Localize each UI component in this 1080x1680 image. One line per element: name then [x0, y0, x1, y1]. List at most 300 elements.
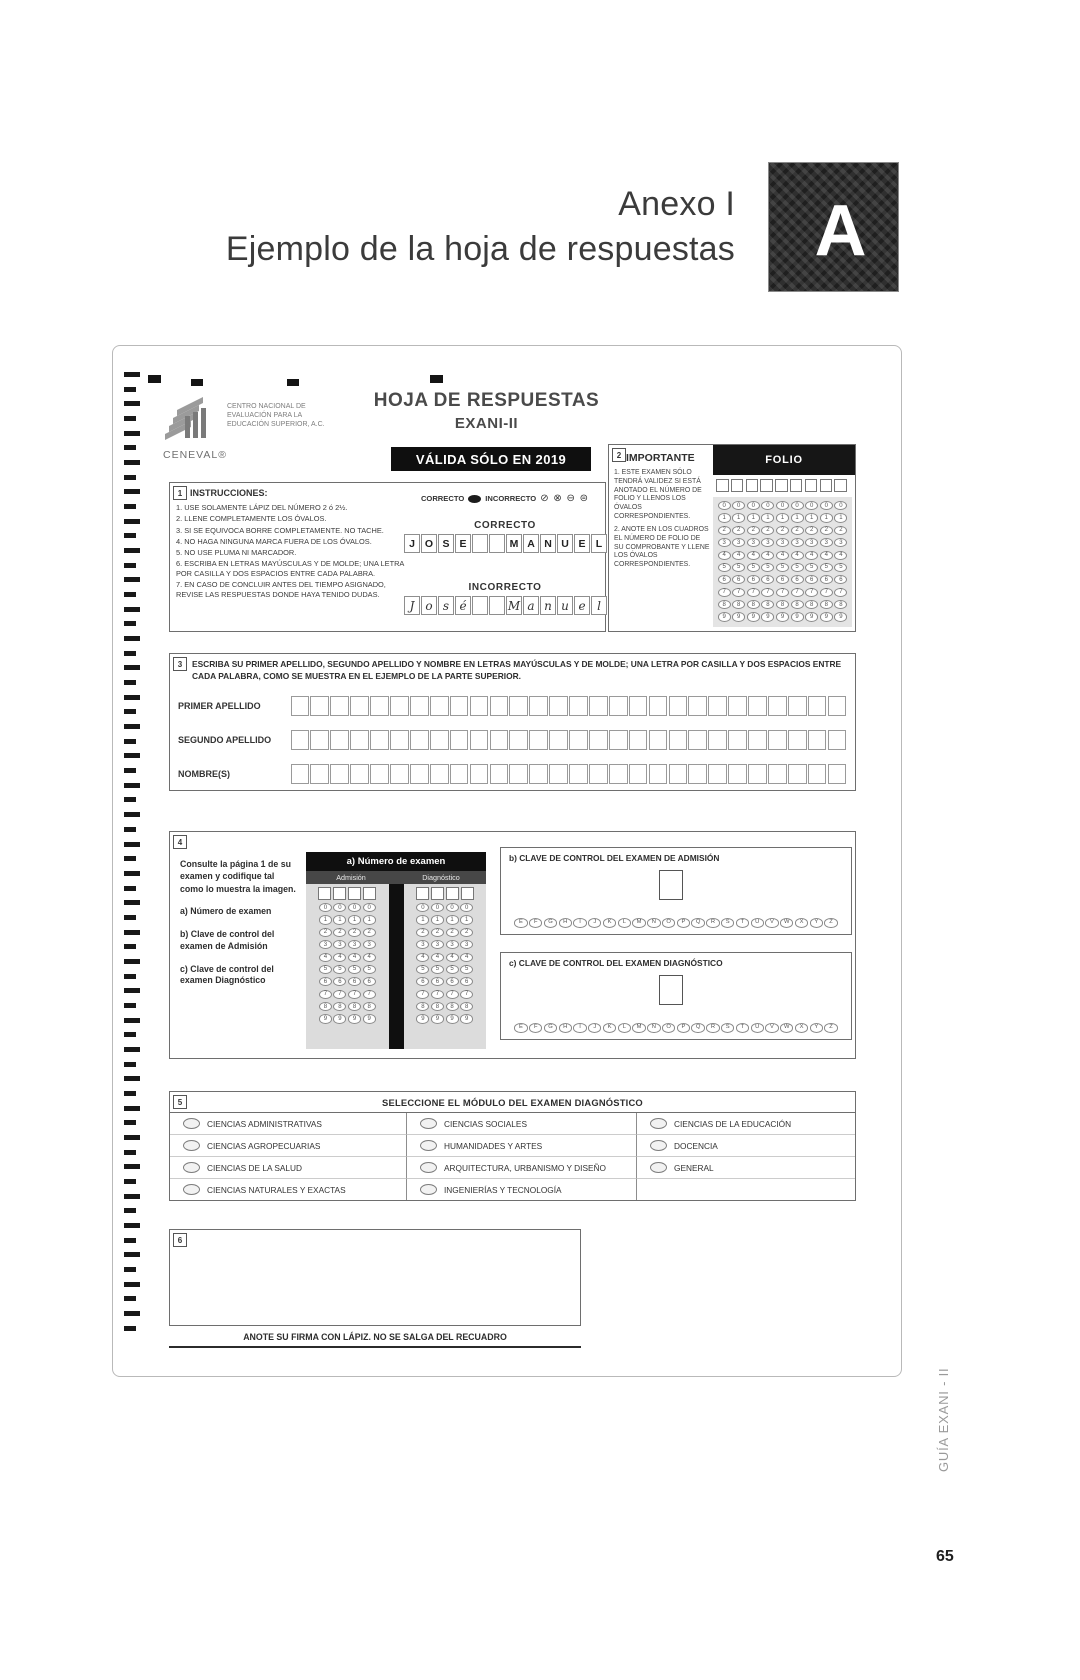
- module-option-cell[interactable]: [170, 1157, 407, 1179]
- digit-bubble[interactable]: 6: [460, 977, 473, 986]
- module-option-cell[interactable]: [637, 1113, 855, 1135]
- letter-bubble[interactable]: I: [573, 1023, 586, 1033]
- digit-bubble[interactable]: 8: [761, 600, 774, 609]
- digit-bubble[interactable]: 7: [805, 588, 818, 597]
- digit-bubble[interactable]: 0: [805, 501, 818, 510]
- digit-bubble[interactable]: 5: [319, 965, 332, 974]
- digit-bubble[interactable]: 4: [776, 551, 789, 560]
- name-letter-cell[interactable]: [330, 764, 349, 784]
- letter-bubble[interactable]: O: [662, 918, 675, 928]
- module-checkbox-oval[interactable]: [650, 1118, 667, 1129]
- name-letter-cell[interactable]: [768, 764, 787, 784]
- digit-bubble[interactable]: 6: [834, 575, 847, 584]
- digit-bubble[interactable]: 6: [776, 575, 789, 584]
- name-letter-cell[interactable]: [589, 730, 608, 750]
- digit-bubble[interactable]: 3: [805, 538, 818, 547]
- digit-bubble[interactable]: 3: [791, 538, 804, 547]
- digit-bubble[interactable]: 6: [431, 977, 444, 986]
- digit-bubble[interactable]: 6: [718, 575, 731, 584]
- name-letter-cell[interactable]: [629, 730, 648, 750]
- module-checkbox-oval[interactable]: [183, 1184, 200, 1195]
- name-letter-cell[interactable]: [569, 730, 588, 750]
- digit-bubble[interactable]: 9: [319, 1014, 332, 1023]
- digit-bubble[interactable]: 3: [820, 538, 833, 547]
- name-letter-cell[interactable]: [808, 764, 827, 784]
- digit-bubble[interactable]: 9: [333, 1014, 346, 1023]
- name-letter-cell[interactable]: [728, 696, 747, 716]
- letter-bubble[interactable]: R: [706, 918, 719, 928]
- digit-bubble[interactable]: 2: [348, 928, 361, 937]
- digit-bubble[interactable]: 7: [348, 990, 361, 999]
- digit-bubble[interactable]: 4: [446, 953, 459, 962]
- letter-bubble[interactable]: P: [677, 918, 690, 928]
- exam-number-write-box[interactable]: [333, 887, 346, 900]
- letter-bubble[interactable]: T: [736, 918, 749, 928]
- digit-bubble[interactable]: 4: [333, 953, 346, 962]
- digit-bubble[interactable]: 9: [446, 1014, 459, 1023]
- name-letter-cell[interactable]: [370, 764, 389, 784]
- letter-bubble[interactable]: R: [706, 1023, 719, 1033]
- digit-bubble[interactable]: 2: [363, 928, 376, 937]
- digit-bubble[interactable]: 9: [834, 612, 847, 621]
- folio-write-box[interactable]: [834, 479, 847, 492]
- name-letter-cell[interactable]: [589, 764, 608, 784]
- name-letter-cell[interactable]: [688, 764, 707, 784]
- digit-bubble[interactable]: 5: [431, 965, 444, 974]
- name-letter-cell[interactable]: [390, 730, 409, 750]
- digit-bubble[interactable]: 3: [319, 940, 332, 949]
- digit-bubble[interactable]: 2: [761, 526, 774, 535]
- digit-bubble[interactable]: 0: [460, 903, 473, 912]
- module-option-cell[interactable]: [407, 1157, 637, 1179]
- digit-bubble[interactable]: 0: [820, 501, 833, 510]
- name-letter-cell[interactable]: [450, 696, 469, 716]
- folio-write-box[interactable]: [731, 479, 744, 492]
- digit-bubble[interactable]: 6: [319, 977, 332, 986]
- digit-bubble[interactable]: 4: [732, 551, 745, 560]
- digit-bubble[interactable]: 8: [446, 1002, 459, 1011]
- name-letter-cell[interactable]: [688, 696, 707, 716]
- name-letter-cell[interactable]: [549, 730, 568, 750]
- module-option-cell[interactable]: [407, 1113, 637, 1135]
- name-letter-cell[interactable]: [490, 696, 509, 716]
- name-letter-cell[interactable]: [788, 764, 807, 784]
- digit-bubble[interactable]: 1: [333, 915, 346, 924]
- name-letter-cell[interactable]: [529, 696, 548, 716]
- digit-bubble[interactable]: 5: [820, 563, 833, 572]
- name-letter-cell[interactable]: [370, 696, 389, 716]
- digit-bubble[interactable]: 8: [333, 1002, 346, 1011]
- name-letter-cell[interactable]: [291, 696, 310, 716]
- digit-bubble[interactable]: 7: [446, 990, 459, 999]
- digit-bubble[interactable]: 7: [776, 588, 789, 597]
- digit-bubble[interactable]: 1: [460, 915, 473, 924]
- digit-bubble[interactable]: 1: [348, 915, 361, 924]
- digit-bubble[interactable]: 9: [363, 1014, 376, 1023]
- name-letter-cell[interactable]: [509, 730, 528, 750]
- digit-bubble[interactable]: 1: [761, 513, 774, 522]
- digit-bubble[interactable]: 1: [791, 513, 804, 522]
- name-letter-cell[interactable]: [430, 730, 449, 750]
- digit-bubble[interactable]: 6: [363, 977, 376, 986]
- name-letter-cell[interactable]: [708, 696, 727, 716]
- digit-bubble[interactable]: 2: [820, 526, 833, 535]
- letter-bubble[interactable]: Y: [810, 1023, 823, 1033]
- digit-bubble[interactable]: 3: [416, 940, 429, 949]
- folio-write-box[interactable]: [746, 479, 759, 492]
- letter-bubble[interactable]: P: [677, 1023, 690, 1033]
- digit-bubble[interactable]: 8: [791, 600, 804, 609]
- name-letter-cell[interactable]: [629, 696, 648, 716]
- name-letter-cell[interactable]: [828, 730, 847, 750]
- digit-bubble[interactable]: 8: [460, 1002, 473, 1011]
- name-letter-cell[interactable]: [748, 696, 767, 716]
- name-letter-cell[interactable]: [470, 696, 489, 716]
- digit-bubble[interactable]: 4: [761, 551, 774, 560]
- diagnostic-control-key-write-box[interactable]: [659, 975, 683, 1005]
- name-letter-cell[interactable]: [310, 696, 329, 716]
- name-letter-cell[interactable]: [310, 730, 329, 750]
- digit-bubble[interactable]: 2: [791, 526, 804, 535]
- exam-number-write-box[interactable]: [446, 887, 459, 900]
- digit-bubble[interactable]: 0: [363, 903, 376, 912]
- module-checkbox-oval[interactable]: [183, 1162, 200, 1173]
- digit-bubble[interactable]: 0: [732, 501, 745, 510]
- digit-bubble[interactable]: 3: [348, 940, 361, 949]
- name-letter-cell[interactable]: [370, 730, 389, 750]
- digit-bubble[interactable]: 5: [416, 965, 429, 974]
- name-letter-cell[interactable]: [490, 764, 509, 784]
- name-letter-cell[interactable]: [330, 730, 349, 750]
- digit-bubble[interactable]: 7: [333, 990, 346, 999]
- name-letter-cell[interactable]: [669, 730, 688, 750]
- letter-bubble[interactable]: J: [588, 1023, 601, 1033]
- name-letter-cell[interactable]: [350, 730, 369, 750]
- name-letter-cell[interactable]: [430, 696, 449, 716]
- digit-bubble[interactable]: 7: [363, 990, 376, 999]
- letter-bubble[interactable]: O: [662, 1023, 675, 1033]
- name-letter-cell[interactable]: [589, 696, 608, 716]
- digit-bubble[interactable]: 6: [446, 977, 459, 986]
- name-letter-cell[interactable]: [390, 764, 409, 784]
- digit-bubble[interactable]: 5: [747, 563, 760, 572]
- name-letter-cell[interactable]: [728, 730, 747, 750]
- digit-bubble[interactable]: 4: [348, 953, 361, 962]
- name-letter-cell[interactable]: [569, 764, 588, 784]
- digit-bubble[interactable]: 6: [732, 575, 745, 584]
- digit-bubble[interactable]: 5: [805, 563, 818, 572]
- letter-bubble[interactable]: T: [736, 1023, 749, 1033]
- digit-bubble[interactable]: 7: [761, 588, 774, 597]
- name-letter-cell[interactable]: [808, 730, 827, 750]
- digit-bubble[interactable]: 8: [416, 1002, 429, 1011]
- digit-bubble[interactable]: 3: [446, 940, 459, 949]
- digit-bubble[interactable]: 7: [732, 588, 745, 597]
- name-letter-cell[interactable]: [748, 730, 767, 750]
- letter-bubble[interactable]: U: [751, 1023, 764, 1033]
- name-letter-cell[interactable]: [291, 730, 310, 750]
- module-option-cell[interactable]: [170, 1179, 407, 1200]
- module-option-cell[interactable]: [637, 1157, 855, 1179]
- module-option-cell[interactable]: [407, 1179, 637, 1200]
- digit-bubble[interactable]: 4: [791, 551, 804, 560]
- digit-bubble[interactable]: 4: [319, 953, 332, 962]
- digit-bubble[interactable]: 4: [363, 953, 376, 962]
- letter-bubble[interactable]: E: [514, 1023, 527, 1033]
- module-checkbox-oval[interactable]: [420, 1118, 437, 1129]
- digit-bubble[interactable]: 1: [732, 513, 745, 522]
- letter-bubble[interactable]: L: [618, 1023, 631, 1033]
- exam-number-write-box[interactable]: [431, 887, 444, 900]
- letter-bubble[interactable]: U: [751, 918, 764, 928]
- letter-bubble[interactable]: M: [632, 1023, 645, 1033]
- name-letter-cell[interactable]: [450, 730, 469, 750]
- name-letter-cell[interactable]: [649, 764, 668, 784]
- digit-bubble[interactable]: 2: [747, 526, 760, 535]
- name-letter-cell[interactable]: [509, 696, 528, 716]
- digit-bubble[interactable]: 2: [431, 928, 444, 937]
- letter-bubble[interactable]: V: [765, 1023, 778, 1033]
- name-letter-cell[interactable]: [748, 764, 767, 784]
- name-letter-cell[interactable]: [828, 696, 847, 716]
- digit-bubble[interactable]: 0: [446, 903, 459, 912]
- digit-bubble[interactable]: 4: [460, 953, 473, 962]
- digit-bubble[interactable]: 9: [732, 612, 745, 621]
- name-letter-cell[interactable]: [410, 764, 429, 784]
- digit-bubble[interactable]: 9: [805, 612, 818, 621]
- name-letter-cell[interactable]: [549, 764, 568, 784]
- digit-bubble[interactable]: 8: [776, 600, 789, 609]
- name-letter-cell[interactable]: [808, 696, 827, 716]
- module-option-cell[interactable]: [170, 1135, 407, 1157]
- letter-bubble[interactable]: L: [618, 918, 631, 928]
- name-letter-cell[interactable]: [410, 730, 429, 750]
- digit-bubble[interactable]: 2: [732, 526, 745, 535]
- letter-bubble[interactable]: Z: [824, 1023, 837, 1033]
- digit-bubble[interactable]: 3: [460, 940, 473, 949]
- digit-bubble[interactable]: 8: [820, 600, 833, 609]
- digit-bubble[interactable]: 1: [805, 513, 818, 522]
- name-letter-cell[interactable]: [410, 696, 429, 716]
- name-letter-cell[interactable]: [569, 696, 588, 716]
- digit-bubble[interactable]: 6: [416, 977, 429, 986]
- letter-bubble[interactable]: J: [588, 918, 601, 928]
- digit-bubble[interactable]: 2: [460, 928, 473, 937]
- module-checkbox-oval[interactable]: [420, 1140, 437, 1151]
- exam-number-write-box[interactable]: [416, 887, 429, 900]
- digit-bubble[interactable]: 1: [319, 915, 332, 924]
- folio-write-box[interactable]: [716, 479, 729, 492]
- exam-number-write-box[interactable]: [348, 887, 361, 900]
- digit-bubble[interactable]: 9: [761, 612, 774, 621]
- name-letter-cell[interactable]: [350, 764, 369, 784]
- digit-bubble[interactable]: 8: [732, 600, 745, 609]
- digit-bubble[interactable]: 0: [431, 903, 444, 912]
- name-letter-cell[interactable]: [708, 764, 727, 784]
- digit-bubble[interactable]: 3: [747, 538, 760, 547]
- digit-bubble[interactable]: 4: [820, 551, 833, 560]
- module-checkbox-oval[interactable]: [650, 1140, 667, 1151]
- digit-bubble[interactable]: 8: [348, 1002, 361, 1011]
- digit-bubble[interactable]: 4: [834, 551, 847, 560]
- digit-bubble[interactable]: 0: [319, 903, 332, 912]
- name-letter-cell[interactable]: [390, 696, 409, 716]
- digit-bubble[interactable]: 5: [460, 965, 473, 974]
- letter-bubble[interactable]: G: [544, 1023, 557, 1033]
- name-letter-cell[interactable]: [430, 764, 449, 784]
- digit-bubble[interactable]: 2: [776, 526, 789, 535]
- letter-bubble[interactable]: F: [529, 918, 542, 928]
- admission-control-key-write-box[interactable]: [659, 870, 683, 900]
- digit-bubble[interactable]: 1: [416, 915, 429, 924]
- folio-write-box[interactable]: [820, 479, 833, 492]
- name-letter-cell[interactable]: [649, 730, 668, 750]
- name-letter-cell[interactable]: [609, 730, 628, 750]
- digit-bubble[interactable]: 0: [776, 501, 789, 510]
- digit-bubble[interactable]: 7: [416, 990, 429, 999]
- digit-bubble[interactable]: 1: [431, 915, 444, 924]
- letter-bubble[interactable]: Q: [691, 1023, 704, 1033]
- digit-bubble[interactable]: 6: [820, 575, 833, 584]
- letter-bubble[interactable]: H: [559, 1023, 572, 1033]
- digit-bubble[interactable]: 9: [776, 612, 789, 621]
- letter-bubble[interactable]: N: [647, 918, 660, 928]
- digit-bubble[interactable]: 4: [747, 551, 760, 560]
- name-letter-cell[interactable]: [490, 730, 509, 750]
- digit-bubble[interactable]: 7: [431, 990, 444, 999]
- digit-bubble[interactable]: 3: [718, 538, 731, 547]
- signature-box[interactable]: [169, 1229, 581, 1326]
- name-letter-cell[interactable]: [629, 764, 648, 784]
- digit-bubble[interactable]: 5: [761, 563, 774, 572]
- letter-bubble[interactable]: W: [780, 1023, 793, 1033]
- digit-bubble[interactable]: 2: [319, 928, 332, 937]
- module-checkbox-oval[interactable]: [420, 1184, 437, 1195]
- letter-bubble[interactable]: N: [647, 1023, 660, 1033]
- digit-bubble[interactable]: 3: [363, 940, 376, 949]
- name-letter-cell[interactable]: [529, 764, 548, 784]
- digit-bubble[interactable]: 5: [333, 965, 346, 974]
- exam-number-write-box[interactable]: [461, 887, 474, 900]
- digit-bubble[interactable]: 9: [718, 612, 731, 621]
- letter-bubble[interactable]: H: [559, 918, 572, 928]
- digit-bubble[interactable]: 2: [834, 526, 847, 535]
- digit-bubble[interactable]: 6: [348, 977, 361, 986]
- digit-bubble[interactable]: 0: [416, 903, 429, 912]
- digit-bubble[interactable]: 1: [747, 513, 760, 522]
- name-letter-cell[interactable]: [609, 696, 628, 716]
- digit-bubble[interactable]: 8: [319, 1002, 332, 1011]
- module-checkbox-oval[interactable]: [650, 1162, 667, 1173]
- digit-bubble[interactable]: 3: [732, 538, 745, 547]
- name-letter-cell[interactable]: [649, 696, 668, 716]
- digit-bubble[interactable]: 9: [460, 1014, 473, 1023]
- letter-bubble[interactable]: Q: [691, 918, 704, 928]
- digit-bubble[interactable]: 0: [718, 501, 731, 510]
- digit-bubble[interactable]: 9: [348, 1014, 361, 1023]
- letter-bubble[interactable]: S: [721, 1023, 734, 1033]
- digit-bubble[interactable]: 2: [446, 928, 459, 937]
- module-checkbox-oval[interactable]: [183, 1140, 200, 1151]
- letter-bubble[interactable]: X: [795, 1023, 808, 1033]
- digit-bubble[interactable]: 6: [805, 575, 818, 584]
- digit-bubble[interactable]: 9: [747, 612, 760, 621]
- digit-bubble[interactable]: 4: [431, 953, 444, 962]
- name-letter-cell[interactable]: [788, 696, 807, 716]
- name-letter-cell[interactable]: [549, 696, 568, 716]
- name-letter-cell[interactable]: [450, 764, 469, 784]
- letter-bubble[interactable]: M: [632, 918, 645, 928]
- digit-bubble[interactable]: 1: [820, 513, 833, 522]
- digit-bubble[interactable]: 9: [791, 612, 804, 621]
- digit-bubble[interactable]: 5: [363, 965, 376, 974]
- name-letter-cell[interactable]: [330, 696, 349, 716]
- digit-bubble[interactable]: 7: [747, 588, 760, 597]
- folio-write-box[interactable]: [805, 479, 818, 492]
- digit-bubble[interactable]: 2: [416, 928, 429, 937]
- digit-bubble[interactable]: 6: [747, 575, 760, 584]
- module-option-cell[interactable]: [170, 1113, 407, 1135]
- name-letter-cell[interactable]: [768, 696, 787, 716]
- digit-bubble[interactable]: 8: [718, 600, 731, 609]
- folio-write-box[interactable]: [760, 479, 773, 492]
- letter-bubble[interactable]: G: [544, 918, 557, 928]
- digit-bubble[interactable]: 0: [333, 903, 346, 912]
- digit-bubble[interactable]: 0: [747, 501, 760, 510]
- digit-bubble[interactable]: 1: [718, 513, 731, 522]
- digit-bubble[interactable]: 0: [761, 501, 774, 510]
- digit-bubble[interactable]: 3: [333, 940, 346, 949]
- digit-bubble[interactable]: 8: [431, 1002, 444, 1011]
- digit-bubble[interactable]: 5: [718, 563, 731, 572]
- exam-number-write-box[interactable]: [318, 887, 331, 900]
- digit-bubble[interactable]: 7: [460, 990, 473, 999]
- digit-bubble[interactable]: 2: [718, 526, 731, 535]
- digit-bubble[interactable]: 8: [747, 600, 760, 609]
- digit-bubble[interactable]: 3: [776, 538, 789, 547]
- letter-bubble[interactable]: V: [765, 918, 778, 928]
- letter-bubble[interactable]: Y: [810, 918, 823, 928]
- folio-write-box[interactable]: [790, 479, 803, 492]
- letter-bubble[interactable]: W: [780, 918, 793, 928]
- letter-bubble[interactable]: X: [795, 918, 808, 928]
- digit-bubble[interactable]: 1: [363, 915, 376, 924]
- name-letter-cell[interactable]: [291, 764, 310, 784]
- name-letter-cell[interactable]: [609, 764, 628, 784]
- digit-bubble[interactable]: 6: [791, 575, 804, 584]
- digit-bubble[interactable]: 1: [834, 513, 847, 522]
- digit-bubble[interactable]: 3: [834, 538, 847, 547]
- digit-bubble[interactable]: 9: [431, 1014, 444, 1023]
- digit-bubble[interactable]: 0: [834, 501, 847, 510]
- digit-bubble[interactable]: 6: [761, 575, 774, 584]
- digit-bubble[interactable]: 7: [718, 588, 731, 597]
- digit-bubble[interactable]: 3: [431, 940, 444, 949]
- name-letter-cell[interactable]: [470, 764, 489, 784]
- digit-bubble[interactable]: 4: [805, 551, 818, 560]
- module-checkbox-oval[interactable]: [420, 1162, 437, 1173]
- name-letter-cell[interactable]: [768, 730, 787, 750]
- module-checkbox-oval[interactable]: [183, 1118, 200, 1129]
- digit-bubble[interactable]: 5: [732, 563, 745, 572]
- name-letter-cell[interactable]: [728, 764, 747, 784]
- module-option-cell[interactable]: [407, 1135, 637, 1157]
- digit-bubble[interactable]: 8: [834, 600, 847, 609]
- digit-bubble[interactable]: 1: [446, 915, 459, 924]
- letter-bubble[interactable]: I: [573, 918, 586, 928]
- name-letter-cell[interactable]: [350, 696, 369, 716]
- letter-bubble[interactable]: K: [603, 1023, 616, 1033]
